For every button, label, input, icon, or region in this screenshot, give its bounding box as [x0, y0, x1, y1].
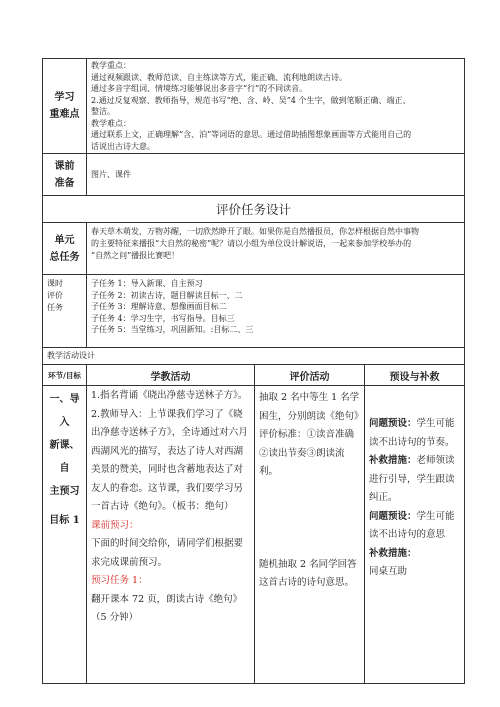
stage-line: 新课、自 — [49, 440, 80, 474]
prep-content-text: 图片、课件 — [91, 169, 131, 179]
key-points-line: 教学重点： — [91, 61, 131, 70]
plan-cell — [365, 386, 465, 684]
preview-label: 课前预习： — [91, 519, 139, 531]
key-points-row — [43, 59, 465, 154]
key-points-label — [43, 59, 87, 154]
design-title — [43, 196, 465, 223]
learn-paragraph: 翻开课本 72 页，朗读古诗《绝句》（5 分钟） — [91, 593, 243, 623]
header-learn-text: 学教活动 — [150, 371, 191, 383]
header-eval-text: 评价活动 — [289, 371, 330, 383]
eval-paragraph: 随机抽取 2 名同学回答这首古诗的诗句意思。 — [259, 558, 357, 588]
key-points-line: 通过多音字组词、情境练习能够说出多音字“行”的不同读音。 — [91, 84, 308, 93]
activity-design-label — [43, 348, 465, 365]
key-points-content — [87, 59, 465, 154]
prep-content — [87, 154, 465, 196]
stage-target: 目标 1 — [49, 515, 80, 526]
eval-spacer — [259, 519, 360, 556]
unit-task-label-text: 单元 总任务 — [49, 234, 80, 263]
lesson-plan-table — [42, 58, 465, 684]
design-title-row — [43, 196, 465, 223]
lesson-eval-item: 子任务 3：理解诗意、想像画面目标二 — [91, 302, 227, 311]
key-points-line: 话说出古诗大意。 — [91, 141, 155, 151]
prep-label — [43, 154, 87, 196]
plan-question-label: 问题预设： — [369, 510, 417, 522]
header-eval — [255, 365, 365, 386]
plan-remedy-label: 补救措施： — [369, 547, 417, 559]
lesson-eval-item: 子任务 1：导入新课、自主预习 — [91, 279, 203, 288]
lesson-eval-item: 子任务 5：当堂练习，巩固新知。:目标二、三 — [91, 325, 254, 334]
lesson-eval-item: 子任务 2：初读古诗，题目解读目标一、二 — [91, 290, 243, 300]
plan-remedy-label: 补救措施： — [369, 455, 417, 466]
header-plan — [365, 365, 465, 386]
unit-task-content — [87, 223, 465, 275]
lesson-eval-item: 子任务 4：学习生字，书写指导。目标三 — [91, 313, 235, 323]
activity-design-label-text: 教学活动设计 — [47, 351, 95, 360]
lesson-eval-label — [43, 275, 87, 348]
unit-task-label — [43, 223, 87, 275]
unit-task-line: 春天草木萌发，万物苏醒，一切欣然睁开了眼。如果你是自然播报员，你怎样根据自然中事物 — [91, 227, 419, 236]
learn-paragraph: 1.指名背诵《晓出净慈寺送林子方》。 — [91, 390, 248, 401]
prep-row — [43, 154, 465, 196]
plan-question-label: 问题预设： — [369, 418, 417, 429]
lesson-plan-page — [42, 58, 464, 684]
eval-paragraph: 抽取 2 名中等生 1 名学困生，分别朗读《绝句》评价标准：①读音准确②读出节奏③朗读流利。 — [259, 392, 360, 477]
plan-question — [369, 508, 460, 545]
task1-label: 预习任务 1： — [91, 575, 148, 586]
eval-cell — [255, 386, 365, 684]
design-title-text: 评价任务设计 — [216, 202, 292, 217]
plan-remedy-text: 同桌互助 — [369, 566, 408, 577]
lesson-eval-content — [87, 275, 465, 348]
stage-cell — [43, 386, 87, 684]
header-stage — [43, 365, 87, 386]
unit-task-line: 的主要特征来播报“大自然的秘密”呢？请以小组为单位设计解说语，一起来参加学校举办的 — [91, 239, 412, 248]
key-points-line: 2.通过反复观察、教师指导，规范书写“绝、含、岭、吴”4 个生字，做到笔顺正确、端正、 — [91, 95, 411, 105]
key-points-line: 教学难点： — [91, 118, 131, 128]
stage-line: 主预习 — [49, 486, 80, 497]
activity-header-row — [43, 365, 465, 386]
key-points-line: 通过视频跟读、教师范读、自主练读等方式，能正确、流利地朗读古诗。 — [91, 72, 347, 82]
unit-task-line: “自然之问”播报比赛吧！ — [91, 251, 180, 260]
prep-label-text: 课前 准备 — [54, 160, 75, 189]
header-plan-text: 预设与补救 — [389, 371, 440, 383]
plan-remedy — [369, 452, 460, 508]
key-points-line: 整洁。 — [91, 107, 115, 116]
header-stage-text: 环节/目标 — [48, 370, 81, 380]
activity-design-row — [43, 348, 465, 365]
plan-remedy-text: 老师领读进行引导，学生跟读纠正。 — [369, 455, 455, 503]
activity-row — [43, 386, 465, 684]
header-learn — [87, 365, 255, 386]
learn-cell — [87, 386, 255, 684]
lesson-eval-row — [43, 275, 465, 348]
eval-spacer — [259, 482, 360, 519]
plan-question-text: 学生可能读不出诗句的意思 — [369, 510, 455, 540]
stage-line: 一、导入 — [49, 394, 80, 428]
key-points-line: 通过联系上文，正确理解“含、泊”等词语的意思。通过借助插图想象画面等方式能用自己的 — [91, 130, 412, 139]
key-points-label-text: 学习 重难点 — [49, 92, 80, 120]
plan-spacer — [369, 389, 460, 415]
learn-paragraph: 2.教师导入：上节课我们学习了《晓出净慈寺送林子方》，全诗通过对六月西湖风光的描写，表达了诗人对西湖美景的赞美，同时也含蓄地表达了对友人的眷恋。这节课，我们要学习另一首古诗《绝句》。（板书：绝句） — [91, 408, 248, 512]
plan-question — [369, 415, 460, 452]
plan-remedy — [369, 545, 460, 582]
lesson-eval-label-text: 课时 评价 任务 — [47, 279, 63, 312]
plan-question-text: 学生可能读不出诗句的节奏。 — [369, 418, 455, 448]
learn-paragraph: 下面的时间交给你，请同学们根据要求完成课前预习。 — [91, 538, 244, 568]
unit-task-row — [43, 223, 465, 275]
